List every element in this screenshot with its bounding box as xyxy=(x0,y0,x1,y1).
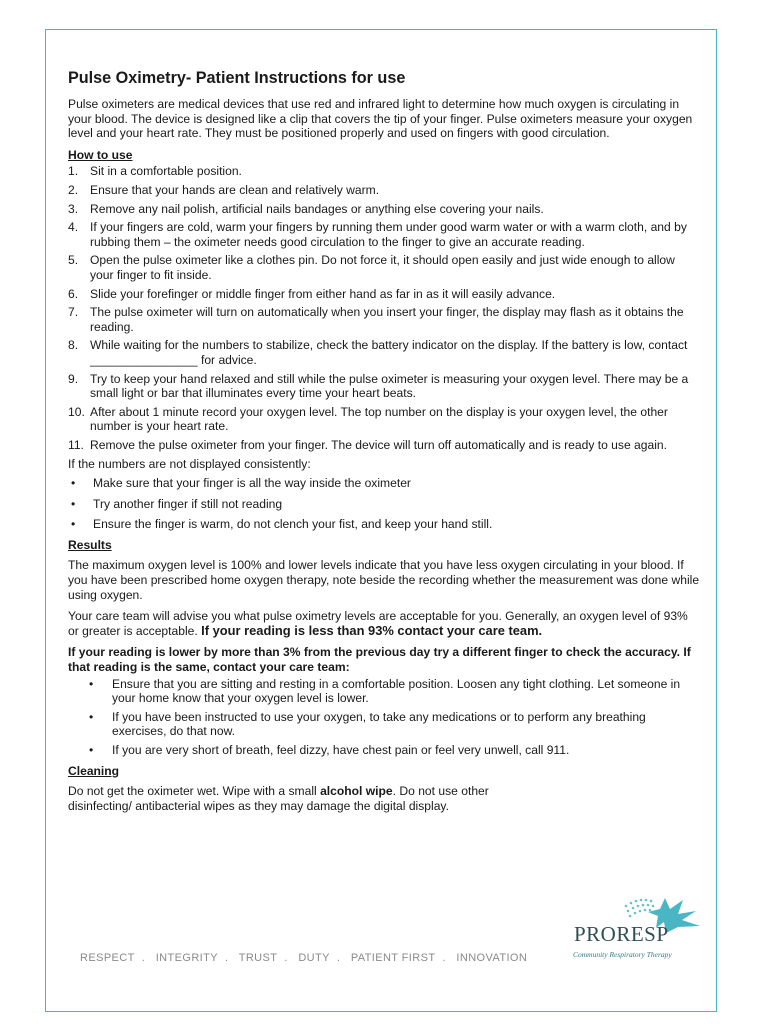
cleaning-paragraph xyxy=(68,784,538,813)
results-bullet-list xyxy=(68,677,700,758)
bullet-item xyxy=(68,517,700,532)
step-text: If your fingers are cold, warm your fingers by running them under good warm water or with a warm cloth, and by rubbing them – the oximeter needs good circulation to the finger to give an accurate reading. xyxy=(90,220,687,249)
steps-list xyxy=(68,164,700,452)
bullet-text: If you are very short of breath, feel dizzy, have chest pain or feel very unwell, call 911. xyxy=(112,742,570,757)
bullet-text: Ensure the finger is warm, do not clench your fist, and keep your hand still. xyxy=(93,517,493,532)
step-number: 7. xyxy=(68,305,79,320)
how-to-use-heading: How to use xyxy=(68,147,133,162)
step-text: Remove the pulse oximeter from your finger. The device will turn off automatically and is ready to use again. xyxy=(90,437,667,452)
cleaning-text-after: . Do not use other disinfecting/ antibacterial wipes as they may damage the digital display. xyxy=(68,784,489,813)
logo-wordmark: PRORESP xyxy=(574,922,669,946)
document-body xyxy=(68,68,700,813)
document-title: Pulse Oximetry- Patient Instructions for use xyxy=(68,69,406,87)
results-paragraph-2-text: Your care team will advise you what pulse oximetry levels are acceptable for you. Generally, an oxygen level of 93% or greater is acceptable. xyxy=(68,609,688,638)
footer-value: INTEGRITY xyxy=(155,952,218,964)
bullet-icon: • xyxy=(89,742,94,757)
bullet-item xyxy=(68,710,700,739)
step-text: Slide your forefinger or middle finger from either hand as far in as it will easily advance. xyxy=(90,286,556,301)
results-paragraph-1: The maximum oxygen level is 100% and lower levels indicate that you have less oxygen circulating in your blood. If you have been prescribed home oxygen therapy, note beside the recording whether the measurement was done while using oxygen. xyxy=(68,558,700,602)
cleaning-heading: Cleaning xyxy=(68,763,120,778)
step-text: Open the pulse oximeter like a clothes pin. Do not force it, it should open easily and just wide enough to allow your finger to fit inside. xyxy=(90,253,675,282)
step-text: Try to keep your hand relaxed and still while the pulse oximeter is measuring your oxygen level. There may be a small light or bar that illuminates every time your heart beats. xyxy=(90,371,689,401)
step-item xyxy=(68,438,700,453)
step-item xyxy=(68,164,700,179)
step-text: Sit in a comfortable position. xyxy=(90,164,242,179)
footer-separator: . xyxy=(336,952,341,964)
alcohol-wipe-emphasis: alcohol wipe xyxy=(320,784,393,799)
footer-separator: . xyxy=(141,952,146,964)
bullet-text: Try another finger if still not reading xyxy=(93,496,283,511)
step-item xyxy=(68,202,700,217)
results-heading: Results xyxy=(68,537,112,552)
step-item xyxy=(68,405,700,434)
step-number: 1. xyxy=(68,164,79,179)
step-item xyxy=(68,253,700,282)
footer-separator: . xyxy=(224,952,229,964)
logo-tagline: Community Respiratory Therapy xyxy=(573,950,672,959)
inconsistent-lead: If the numbers are not displayed consistently: xyxy=(68,457,311,472)
step-number: 9. xyxy=(68,371,79,386)
step-number: 11. xyxy=(68,437,84,452)
footer-value: INNOVATION xyxy=(456,952,528,964)
step-number: 5. xyxy=(68,253,79,268)
inconsistent-bullet-list xyxy=(68,476,700,532)
bullet-icon: • xyxy=(89,709,94,724)
step-text: After about 1 minute record your oxygen level. The top number on the display is your oxygen level, the other number is your heart rate. xyxy=(90,404,668,434)
step-text: The pulse oximeter will turn on automatically when you insert your finger, the display may flash as it obtains the reading. xyxy=(90,305,684,334)
step-item xyxy=(68,338,700,367)
bullet-icon: • xyxy=(71,496,76,511)
step-number: 10. xyxy=(68,404,85,419)
step-item xyxy=(68,287,700,302)
results-threshold-warning: If your reading is less than 93% contact your care team. xyxy=(201,622,543,638)
bullet-item xyxy=(68,476,700,491)
bullet-item xyxy=(68,677,700,706)
step-text: Ensure that your hands are clean and relatively warm. xyxy=(90,182,380,197)
step-number: 3. xyxy=(68,201,79,216)
footer-separator: . xyxy=(442,952,446,964)
footer-values xyxy=(80,952,527,964)
bullet-text: If you have been instructed to use your oxygen, to take any medications or to perform any breathing exercises, do that now. xyxy=(112,709,646,739)
step-item xyxy=(68,305,700,334)
step-number: 2. xyxy=(68,182,79,197)
bullet-text: Make sure that your finger is all the way inside the oximeter xyxy=(93,476,411,491)
footer-value: TRUST xyxy=(238,952,278,964)
step-number: 4. xyxy=(68,220,79,235)
proresp-logo xyxy=(570,892,705,964)
step-number: 6. xyxy=(68,286,79,301)
bullet-icon: • xyxy=(89,676,94,691)
bullet-icon: • xyxy=(71,476,76,491)
intro-paragraph: Pulse oximeters are medical devices that use red and infrared light to determine how much oxygen is circulating in your blood. The device is designed like a clip that covers the tip of your finger. Pulse oximeters measure your oxygen level and your heart rate. They must be positioned properly and used on fingers with good circulation. xyxy=(68,97,693,141)
results-paragraph-2 xyxy=(68,609,700,638)
footer-separator: . xyxy=(284,952,288,964)
step-number: 8. xyxy=(68,338,79,353)
results-lower-reading-warning: If your reading is lower by more than 3% from the previous day try a different finger to check the accuracy. If that reading is the same, contact your care team: xyxy=(68,645,691,674)
step-item xyxy=(68,220,700,249)
step-text: While waiting for the numbers to stabilize, check the battery indicator on the display. If the battery is low, contact ________________ for advice. xyxy=(90,338,688,367)
footer-value: DUTY xyxy=(298,952,330,964)
cleaning-text-before: Do not get the oximeter wet. Wipe with a small xyxy=(68,784,317,799)
step-item xyxy=(68,183,700,198)
step-item xyxy=(68,372,700,401)
bullet-item xyxy=(68,743,700,758)
bullet-text: Ensure that you are sitting and resting in a comfortable position. Loosen any tight clothing. Let someone in your home know that your oxygen level is lower. xyxy=(112,676,681,706)
bullet-icon: • xyxy=(71,517,76,532)
bullet-item xyxy=(68,497,700,512)
footer-value: PATIENT FIRST xyxy=(350,952,436,964)
step-text: Remove any nail polish, artificial nails bandages or anything else covering your nails. xyxy=(90,201,544,216)
footer-value: RESPECT xyxy=(80,952,135,964)
